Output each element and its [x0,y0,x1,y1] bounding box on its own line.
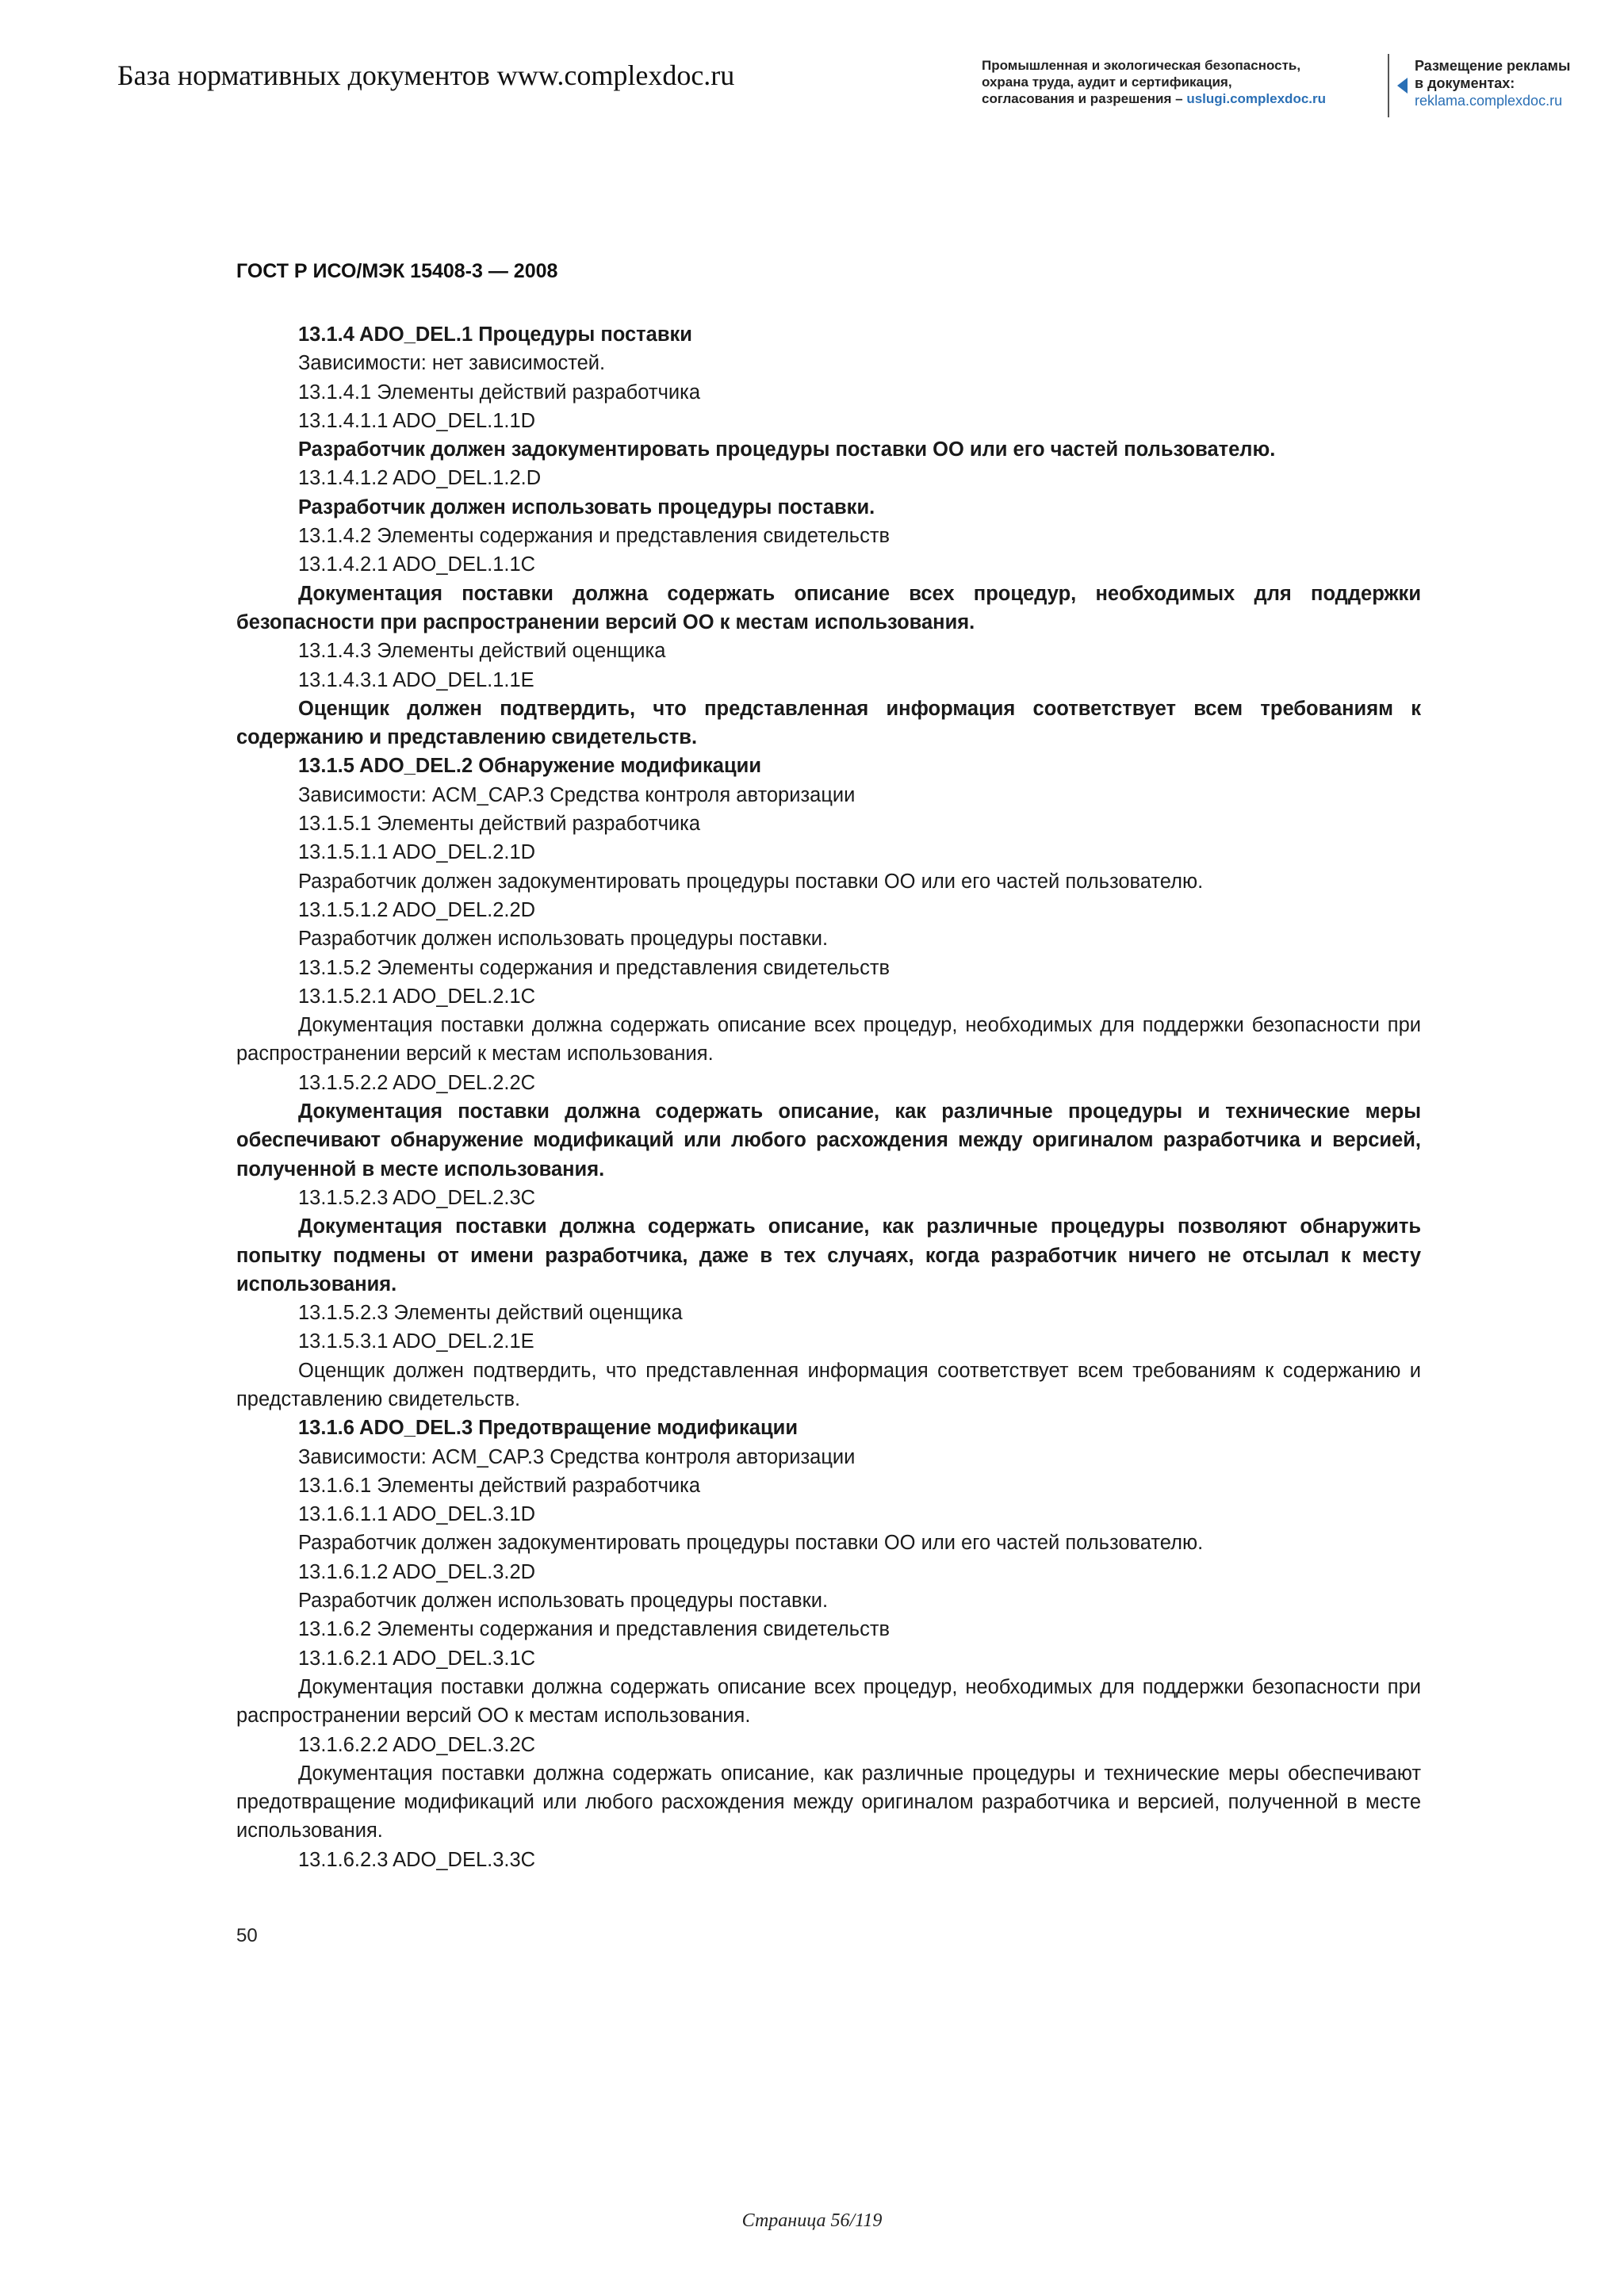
paragraph: 13.1.5 ADO_DEL.2 Обнаружение модификации [298,755,761,778]
paragraph: 13.1.5.2.3 Элементы действий оценщика [298,1302,683,1325]
paragraph: 13.1.5.3.1 ADO_DEL.2.1E [298,1330,534,1353]
paragraph: Документация поставки должна содержать описание, как различные процедуры позволяют обнаружить попытку подмены от имени разработчика, даже в тех случаях, когда разработчик ничего не отсылал к месту использования. [236,1215,1421,1295]
site-title: База нормативных документов www.complexdoc.ru [117,59,735,91]
paragraph: Зависимости: ACM_CAP.3 Средства контроля авторизации [298,783,856,806]
paragraph: Разработчик должен использовать процедуры поставки. [298,496,875,519]
paragraph: 13.1.5.1.2 ADO_DEL.2.2D [298,898,536,921]
paragraph: Оценщик должен подтвердить, что представленная информация соответствует всем требованиям к содержанию и представлению свидетельств. [236,1359,1421,1410]
advertising-ad-line: в документах: [1415,75,1515,91]
paragraph: 13.1.6.1 Элементы действий разработчика [298,1474,700,1497]
paragraph: 13.1.5.2.3 ADO_DEL.2.3C [298,1186,536,1209]
document-body [236,320,1421,1874]
paragraph: 13.1.5.2 Элементы содержания и представления свидетельств [298,956,891,979]
page-footer: Страница 56/119 [741,2210,883,2231]
paragraph: 13.1.6.1.1 ADO_DEL.3.1D [298,1503,536,1526]
paragraph: Разработчик должен использовать процедуры поставки. [298,1590,829,1613]
advertising-link[interactable]: reklama.complexdoc.ru [1415,93,1563,109]
paragraph: Разработчик должен использовать процедуры поставки. [298,928,829,951]
paragraph: Зависимости: нет зависимостей. [298,352,606,375]
paragraph: 13.1.6.2.3 ADO_DEL.3.3C [298,1848,536,1871]
paragraph: 13.1.6.2.1 ADO_DEL.3.1C [298,1647,536,1670]
paragraph: Документация поставки должна содержать описание, как различные процедуры и технические меры обеспечивают предотвращение модификаций или любого расхождения между оригиналом разработчика и версией, полученной в месте использования. [236,1762,1421,1843]
paragraph: 13.1.4.1.2 ADO_DEL.1.2.D [298,467,542,490]
paragraph: 13.1.6.1.2 ADO_DEL.3.2D [298,1560,536,1583]
paragraph: Документация поставки должна содержать описание всех процедур, необходимых для поддержки безопасности при распространении версий к местам использования. [236,1014,1421,1066]
paragraph: Документация поставки должна содержать описание всех процедур, необходимых для поддержки безопасности при распространении версий ОО к местам использования. [236,1675,1421,1728]
paragraph: 13.1.4.3 Элементы действий оценщика [298,640,666,663]
paragraph: 13.1.6 ADO_DEL.3 Предотвращение модификации [298,1417,799,1440]
paragraph: Разработчик должен задокументировать процедуры поставки ОО или его частей пользователю. [298,870,1204,893]
paragraph: 13.1.4.3.1 ADO_DEL.1.1E [298,668,534,691]
services-ad-line: охрана труда, аудит и сертификация, [982,75,1232,90]
paragraph: 13.1.5.2.1 ADO_DEL.2.1C [298,985,536,1008]
paragraph: Оценщик должен подтвердить, что представленная информация соответствует всем требованиям к содержанию и представлению свидетельств. [236,697,1421,749]
advertising-ad [1415,57,1605,109]
document-header: ГОСТ Р ИСО/МЭК 15408-3 — 2008 [236,260,558,282]
paragraph: 13.1.6.2 Элементы содержания и представления свидетельств [298,1618,891,1641]
services-ad-line [982,90,1388,107]
paragraph: 13.1.6.2.2 ADO_DEL.3.2C [298,1733,536,1756]
header-divider [1388,54,1389,117]
paragraph: Разработчик должен задокументировать процедуры поставки ОО или его частей пользователю. [298,438,1276,461]
paragraph: Документация поставки должна содержать описание всех процедур, необходимых для поддержки безопасности при распространении версий ОО к местам использования. [236,582,1421,633]
paragraph: 13.1.4.1 Элементы действий разработчика [298,381,700,404]
paragraph: Зависимости: ACM_CAP.3 Средства контроля авторизации [298,1445,856,1468]
paragraph: 13.1.4 ADO_DEL.1 Процедуры поставки [298,323,692,346]
services-link[interactable]: uslugi.complexdoc.ru [1186,91,1327,106]
services-ad [982,57,1388,107]
services-ad-text: согласования и разрешения – [982,91,1187,106]
paragraph: 13.1.5.1 Элементы действий разработчика [298,813,700,836]
paragraph: 13.1.5.1.1 ADO_DEL.2.1D [298,841,536,864]
paragraph: Документация поставки должна содержать описание, как различные процедуры и технические меры обеспечивают обнаружение модификаций или любого расхождения между оригиналом разработчика и версией, полученной в месте использования. [236,1100,1421,1181]
paragraph: Разработчик должен задокументировать процедуры поставки ОО или его частей пользователю. [298,1532,1204,1555]
paragraph: 13.1.4.2.1 ADO_DEL.1.1C [298,553,536,576]
services-ad-line: Промышленная и экологическая безопасность, [982,58,1301,73]
arrow-left-icon [1397,78,1408,94]
paragraph: 13.1.4.2 Элементы содержания и представления свидетельств [298,525,891,548]
paragraph: 13.1.4.1.1 ADO_DEL.1.1D [298,409,536,432]
paragraph: 13.1.5.2.2 ADO_DEL.2.2C [298,1071,536,1094]
advertising-ad-line: Размещение рекламы [1415,58,1571,74]
page-number: 50 [236,1925,258,1946]
